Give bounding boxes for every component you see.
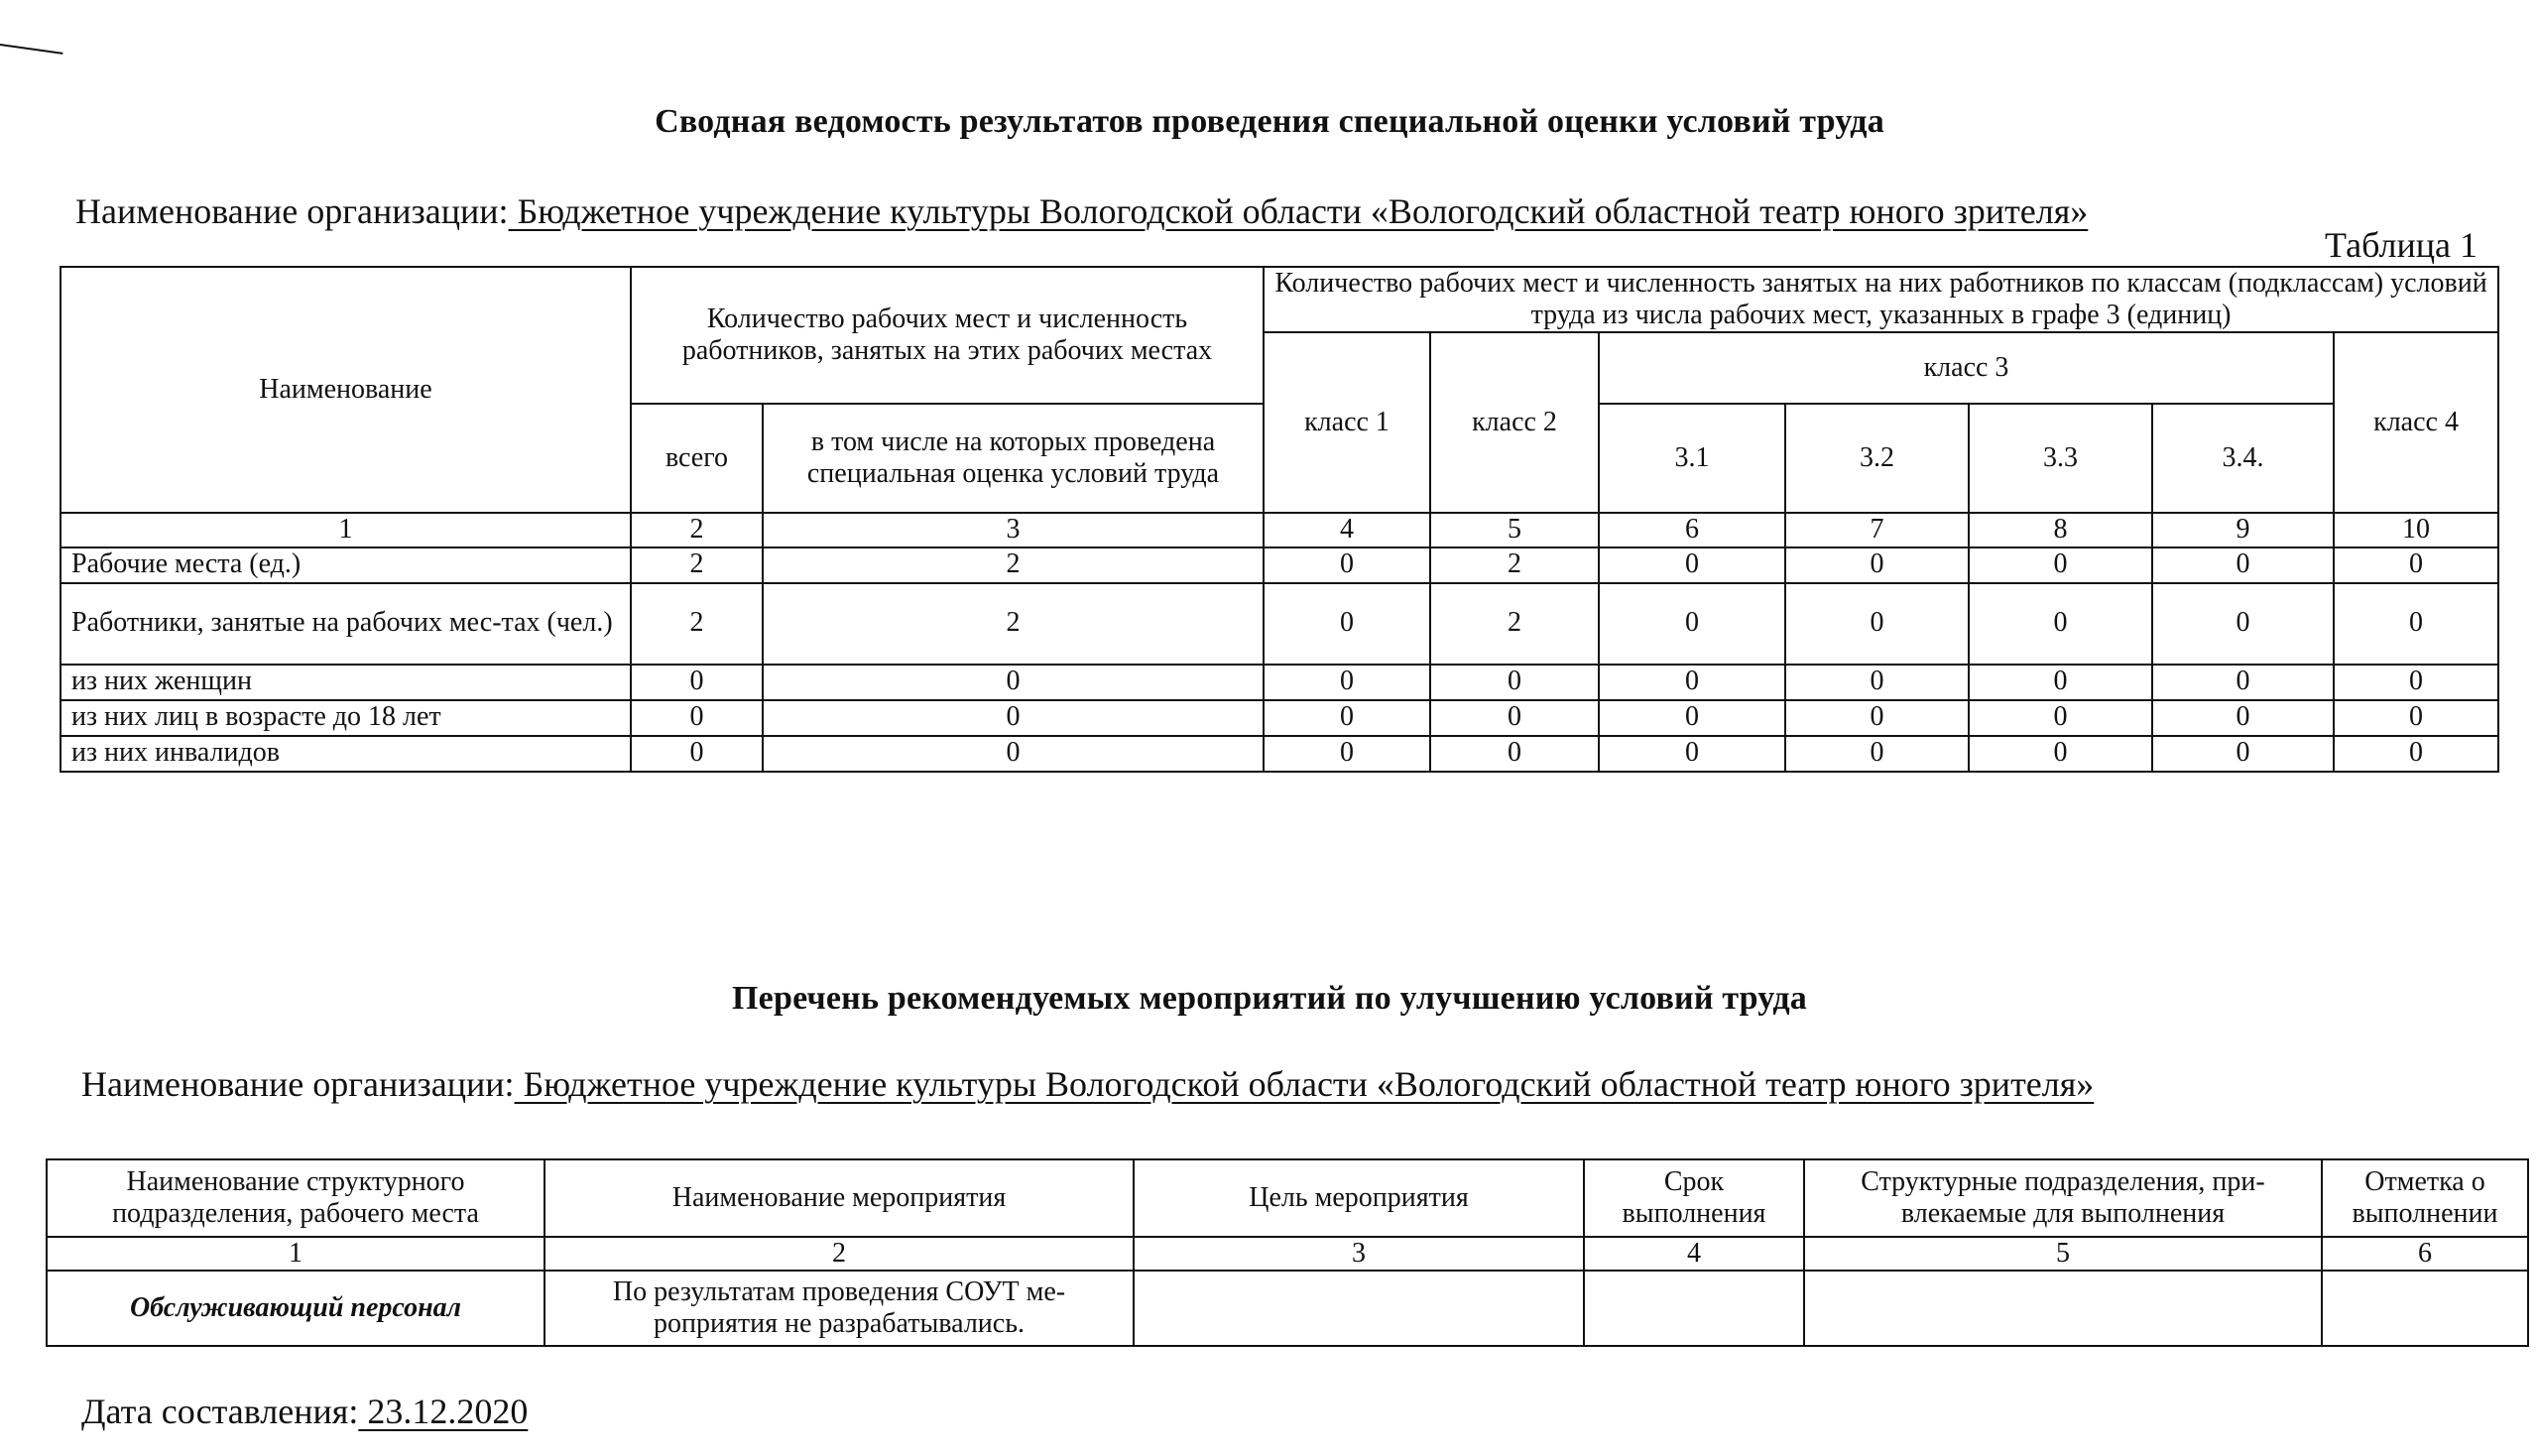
cell-value: 0 bbox=[2334, 700, 2498, 736]
measure-departments bbox=[1804, 1271, 2322, 1346]
cell-value: 0 bbox=[1969, 547, 2152, 583]
column-number: 4 bbox=[1264, 513, 1430, 546]
cell-value: 0 bbox=[1599, 700, 1785, 736]
measure-goal bbox=[1134, 1271, 1584, 1346]
cell-value: 0 bbox=[1599, 583, 1785, 665]
measures-title: Перечень рекомендуемых мероприятий по улучшению условий труда bbox=[732, 980, 1807, 1017]
cell-value: 0 bbox=[1785, 736, 1969, 772]
cell-value: 0 bbox=[2334, 547, 2498, 583]
column-number: 10 bbox=[2334, 513, 2498, 546]
cell-value: 0 bbox=[763, 700, 1264, 736]
table-row bbox=[60, 583, 2498, 665]
measure-text: По результатам проведения СОУТ ме-роприятия не разрабатывались. bbox=[544, 1271, 1134, 1346]
cell-value: 0 bbox=[1264, 665, 1430, 700]
header-sub34: 3.4. bbox=[2152, 404, 2334, 513]
scan-mark-line bbox=[0, 44, 63, 55]
row-label: из них лиц в возрасте до 18 лет bbox=[60, 700, 631, 736]
measures-org-label: Наименование организации: bbox=[81, 1064, 515, 1104]
table-row bbox=[60, 547, 2498, 583]
column-number: 5 bbox=[1430, 513, 1599, 546]
row-label: Работники, занятые на рабочих мес-тах (чел.) bbox=[60, 583, 631, 665]
summary-org-name: Бюджетное учреждение культуры Вологодской области «Вологодский областной театр юного зрителя» bbox=[508, 191, 2089, 231]
column-number: 5 bbox=[1804, 1237, 2322, 1271]
cell-value: 0 bbox=[2152, 736, 2334, 772]
measures-header: Цель мероприятия bbox=[1134, 1159, 1584, 1237]
measures-header: Наименование структурного подразделения, рабочего места bbox=[47, 1159, 544, 1237]
header-class2: класс 2 bbox=[1430, 332, 1599, 513]
column-number: 3 bbox=[1134, 1237, 1584, 1271]
measure-unit: Обслуживающий персонал bbox=[47, 1271, 544, 1346]
table-row bbox=[60, 665, 2498, 700]
cell-value: 0 bbox=[2152, 700, 2334, 736]
column-number: 6 bbox=[1599, 513, 1785, 546]
cell-value: 0 bbox=[2152, 665, 2334, 700]
column-number: 7 bbox=[1785, 513, 1969, 546]
cell-value: 2 bbox=[631, 547, 763, 583]
header-sub33: 3.3 bbox=[1969, 404, 2152, 513]
cell-value: 0 bbox=[1430, 700, 1599, 736]
cell-value: 0 bbox=[2152, 547, 2334, 583]
measure-mark bbox=[2322, 1271, 2528, 1346]
header-assessed: в том числе на которых проведена специальная оценка условий труда bbox=[763, 404, 1264, 513]
measures-header: Наименование мероприятия bbox=[544, 1159, 1134, 1237]
column-number: 4 bbox=[1584, 1237, 1804, 1271]
column-number: 3 bbox=[763, 513, 1264, 546]
column-number: 9 bbox=[2152, 513, 2334, 546]
cell-value: 2 bbox=[631, 583, 763, 665]
cell-value: 0 bbox=[631, 736, 763, 772]
cell-value: 0 bbox=[1430, 736, 1599, 772]
header-name: Наименование bbox=[60, 267, 631, 513]
measures-header: Срок выполнения bbox=[1584, 1159, 1804, 1237]
column-number: 2 bbox=[544, 1237, 1134, 1271]
measure-term bbox=[1584, 1271, 1804, 1346]
summary-table bbox=[60, 266, 2499, 773]
summary-title: Сводная ведомость результатов проведения специальной оценки условий труда bbox=[655, 103, 1884, 140]
header-total: всего bbox=[631, 404, 763, 513]
column-number-row bbox=[60, 513, 2498, 546]
cell-value: 0 bbox=[1599, 665, 1785, 700]
cell-value: 0 bbox=[1969, 583, 2152, 665]
table-number-label: Таблица 1 bbox=[2325, 225, 2478, 265]
column-number-row bbox=[47, 1237, 2528, 1271]
cell-value: 0 bbox=[2334, 736, 2498, 772]
cell-value: 0 bbox=[1599, 547, 1785, 583]
measures-header: Отметка о выполнении bbox=[2322, 1159, 2528, 1237]
cell-value: 0 bbox=[1264, 547, 1430, 583]
summary-org-line bbox=[75, 190, 2088, 232]
cell-value: 0 bbox=[763, 736, 1264, 772]
header-class4: класс 4 bbox=[2334, 332, 2498, 513]
table-row bbox=[47, 1271, 2528, 1346]
cell-value: 0 bbox=[1969, 700, 2152, 736]
table-row bbox=[60, 700, 2498, 736]
cell-value: 2 bbox=[763, 547, 1264, 583]
cell-value: 0 bbox=[1785, 700, 1969, 736]
header-class3: класс 3 bbox=[1599, 332, 2334, 404]
cell-value: 0 bbox=[763, 665, 1264, 700]
row-label: Рабочие места (ед.) bbox=[60, 547, 631, 583]
cell-value: 0 bbox=[631, 700, 763, 736]
column-number: 6 bbox=[2322, 1237, 2528, 1271]
measures-header: Структурные подразделения, при-влекаемые для выполнения bbox=[1804, 1159, 2322, 1237]
table-row bbox=[60, 736, 2498, 772]
cell-value: 0 bbox=[1785, 665, 1969, 700]
cell-value: 2 bbox=[1430, 547, 1599, 583]
cell-value: 0 bbox=[1785, 583, 1969, 665]
cell-value: 0 bbox=[2152, 583, 2334, 665]
column-number: 2 bbox=[631, 513, 763, 546]
row-label: из них женщин bbox=[60, 665, 631, 700]
cell-value: 0 bbox=[1430, 665, 1599, 700]
cell-value: 0 bbox=[1264, 583, 1430, 665]
header-group-count: Количество рабочих мест и численность работников, занятых на этих рабочих местах bbox=[631, 267, 1264, 404]
cell-value: 0 bbox=[1969, 665, 2152, 700]
cell-value: 2 bbox=[1430, 583, 1599, 665]
date-value: 23.12.2020 bbox=[358, 1392, 529, 1431]
row-label: из них инвалидов bbox=[60, 736, 631, 772]
header-sub31: 3.1 bbox=[1599, 404, 1785, 513]
cell-value: 0 bbox=[1264, 700, 1430, 736]
cell-value: 0 bbox=[631, 665, 763, 700]
cell-value: 0 bbox=[1264, 736, 1430, 772]
header-group-classes: Количество рабочих мест и численность занятых на них работников по классам (подклассам) условий труда из числа рабочих мест, указанных в графе 3 (единиц) bbox=[1264, 267, 2498, 332]
summary-org-label: Наименование организации: bbox=[75, 191, 509, 231]
measures-org-name: Бюджетное учреждение культуры Вологодской области «Вологодский областной театр юного зрителя» bbox=[514, 1064, 2095, 1104]
measures-table bbox=[46, 1158, 2529, 1347]
measures-org-line bbox=[81, 1063, 2094, 1105]
cell-value: 0 bbox=[1599, 736, 1785, 772]
column-number: 1 bbox=[47, 1237, 544, 1271]
column-number: 1 bbox=[60, 513, 631, 546]
date-line bbox=[81, 1391, 528, 1432]
cell-value: 0 bbox=[1785, 547, 1969, 583]
cell-value: 0 bbox=[1969, 736, 2152, 772]
cell-value: 0 bbox=[2334, 665, 2498, 700]
column-number: 8 bbox=[1969, 513, 2152, 546]
cell-value: 2 bbox=[763, 583, 1264, 665]
date-label: Дата составления: bbox=[81, 1392, 359, 1431]
cell-value: 0 bbox=[2334, 583, 2498, 665]
header-sub32: 3.2 bbox=[1785, 404, 1969, 513]
header-class1: класс 1 bbox=[1264, 332, 1430, 513]
